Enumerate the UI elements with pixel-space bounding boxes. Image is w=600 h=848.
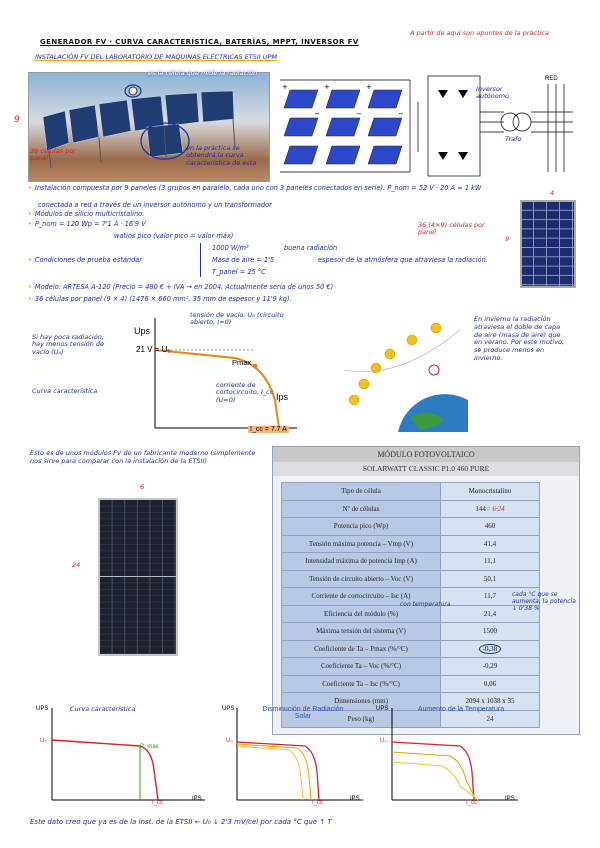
top-note: A partir de aquí son apuntes de la práctica xyxy=(410,29,549,37)
c1-uo: U₀ xyxy=(40,738,47,744)
bottom-curve-3 xyxy=(370,700,520,812)
table-row: Coeficiente de Ta – Pmax (%/°C) -0,38 xyxy=(282,640,540,658)
table-row: Nº de células 144= 6·24 xyxy=(282,500,540,518)
footer-note: Este dato creo que ya es de la inst. de la ETSII ← U₀ ↓ 2'3 mV/cel por cada °C que ↑ T xyxy=(30,818,332,826)
svg-text:−: − xyxy=(314,110,320,118)
table-row: Tipo de célula Monocristalino xyxy=(282,483,540,501)
voc-note: tensión de vacío, U₀ (circuito abierto, I=0) xyxy=(190,311,284,327)
bullet-installation-b: conectada a red a través de un inversor autónomo y un transformador xyxy=(38,201,272,209)
table-row: Dimensiones (mm) 2094 x 1038 x 35 xyxy=(282,693,540,711)
table-row: Peso (kg) 24 xyxy=(282,710,540,728)
c3-isc: I_cc xyxy=(466,800,478,806)
sun-note: En invierno la radiación atraviesa el doble de capa de aire (masa de aire) que en verano. Por este motivo, se produce menos en invierno. xyxy=(474,315,565,362)
page-title: GENERADOR FV · CURVA CARACTERÍSTICA, BATERÍAS, MPPT, INVERSOR FV xyxy=(40,38,359,46)
nine-label: 9 xyxy=(14,115,20,125)
panels-note: 36 células por panel xyxy=(30,147,76,163)
red-label: RED xyxy=(545,76,558,82)
cells-nine: 9 xyxy=(505,235,510,243)
page-subtitle: INSTALACIÓN FV DEL LABORATORIO DE MÁQUINAS ELÉCTRICAS ETSII UPM xyxy=(35,53,278,61)
c1-ups: UPS xyxy=(36,706,49,712)
practice-note: en la práctica se obtendrá la curva característica de esta xyxy=(186,144,257,167)
c3-title: Aumento de la Temperatura xyxy=(417,706,505,713)
table-row: Tensión máxima potencia – Vmp (V) 41,4 xyxy=(282,535,540,553)
cond-temperature: T_panel = 25 °C xyxy=(212,268,266,276)
svg-text:+: + xyxy=(366,83,372,91)
bullet-model: • Modelo: ARTESA A-120 (Precio = 480 € + IVA → en 2004. Actualmente sería de unos 50 €) xyxy=(28,283,528,291)
cond-radiation: 1000 W/m² xyxy=(212,244,249,252)
c2-title: Disminución de Radiación Solar xyxy=(262,706,344,720)
cells-panel-image xyxy=(520,200,576,288)
svg-text:+: + xyxy=(282,83,288,91)
bullet-modules: • Módulos de silicio multicristalino. xyxy=(28,210,144,218)
cell-note: es la célula que mide la radiación xyxy=(148,69,258,77)
inversor-label: Inversor autónomo xyxy=(476,85,510,101)
c1-ips: IPS xyxy=(192,796,202,802)
temp-note: con temperatura xyxy=(400,601,451,608)
bullet-cells: • 36 células por panel (9 × 4) (1476 × 660 mm², 35 mm de espesor y 11'9 kg). xyxy=(28,295,508,303)
panel-twentyfour: 24 xyxy=(72,561,81,569)
cells-note: 36 (4×9) células por panel xyxy=(418,221,485,237)
table-row: Corriente de cortocircuito – Isc (A) 11,7 xyxy=(282,588,540,606)
c1-pmax: P_max xyxy=(140,744,159,750)
low-radiation-note: Si hay poca radiación, hay menos tensión de vacío (U₀) xyxy=(32,333,105,356)
spec-title: MÓDULO FOTOVOLTAICO xyxy=(273,447,579,462)
c3-ips: IPS xyxy=(505,796,515,802)
isc-label: I_cc = 7.7 A xyxy=(250,426,287,433)
table-row: Coeficiente Ta – Isc (%/°C) 0,06 xyxy=(282,675,540,693)
bottom-curve-1 xyxy=(30,700,210,812)
table-row: Tensión de circuito abierto – Voc (V) 50,1 xyxy=(282,570,540,588)
table-row: Intensidad máxima de potencia Imp (A) 11,1 xyxy=(282,553,540,571)
brace xyxy=(200,243,203,277)
cells-four: 4 xyxy=(550,189,555,197)
panel-six: 6 xyxy=(140,483,145,491)
svg-text:−: − xyxy=(398,110,404,118)
curve-label: Curva característica xyxy=(32,387,98,395)
bullet-pnom-note: watios pico (valor pico = valor máx) xyxy=(114,232,234,240)
trafo-label: Trafo xyxy=(505,135,522,143)
iv-curve-chart xyxy=(125,310,300,435)
modern-note: Esto es de unos módulos FV de un fabricante moderno (simplemente nos sirve para comparar con la instalación de la ETSII) xyxy=(30,449,256,465)
spec-model: SOLARWATT CLASSIC P1.0 460 PURE xyxy=(273,462,579,476)
cond-radiation-note: buena radiación xyxy=(284,244,338,252)
modern-panel-image xyxy=(98,498,178,656)
coef-note: cada °C que se aumenta, la potencia ↓ 0'38 % xyxy=(512,591,576,612)
bullet-pnom: • P_nom = 120 Wp = 7'1 A · 16'9 V xyxy=(28,220,146,228)
table-row: Coeficiente Ta – Voc (%/°C) -0,29 xyxy=(282,658,540,676)
ips-label: Ips xyxy=(276,392,289,402)
pmax-label: Pmax xyxy=(232,358,252,367)
c2-uo: U₀ xyxy=(226,738,233,744)
ups-label: Ups xyxy=(134,326,151,336)
c1-isc: I_cc xyxy=(152,800,164,806)
c2-ips: IPS xyxy=(350,796,360,802)
table-row: Máxima tensión del sistema (V) 1500 xyxy=(282,623,540,641)
sun-path-diagram xyxy=(340,310,468,432)
table-row: Eficiencia del módulo (%) 21,4 xyxy=(282,605,540,623)
svg-text:−: − xyxy=(356,110,362,118)
cond-airmass: Masa de aire = 1'5 xyxy=(212,256,275,264)
c3-uo: U₀ xyxy=(380,738,387,744)
bullet-installation: • Instalación compuesta por 9 paneles (3 grupos en paralelo, cada uno con 3 paneles conectados en serie). P_nom = 52 V · 20 A ≈ 1 kW xyxy=(28,184,528,192)
isc-note: corriente de cortocircuito, I_cc (U=0) xyxy=(216,381,274,404)
c1-title: Curva característica xyxy=(70,705,136,713)
svg-text:+: + xyxy=(324,83,330,91)
c2-ups: UPS xyxy=(222,706,235,712)
cond-airmass-note: espesor de la atmósfera que atraviesa la radiación. xyxy=(318,256,488,264)
c3-ups: UPS xyxy=(376,706,389,712)
voltage-label: 21 V = U₀ xyxy=(136,345,171,354)
table-row: Potencia pico (Wp) 460 xyxy=(282,518,540,536)
c2-isc: I_cc xyxy=(312,800,324,806)
bullet-conditions: • Condiciones de prueba estándar xyxy=(28,256,142,264)
